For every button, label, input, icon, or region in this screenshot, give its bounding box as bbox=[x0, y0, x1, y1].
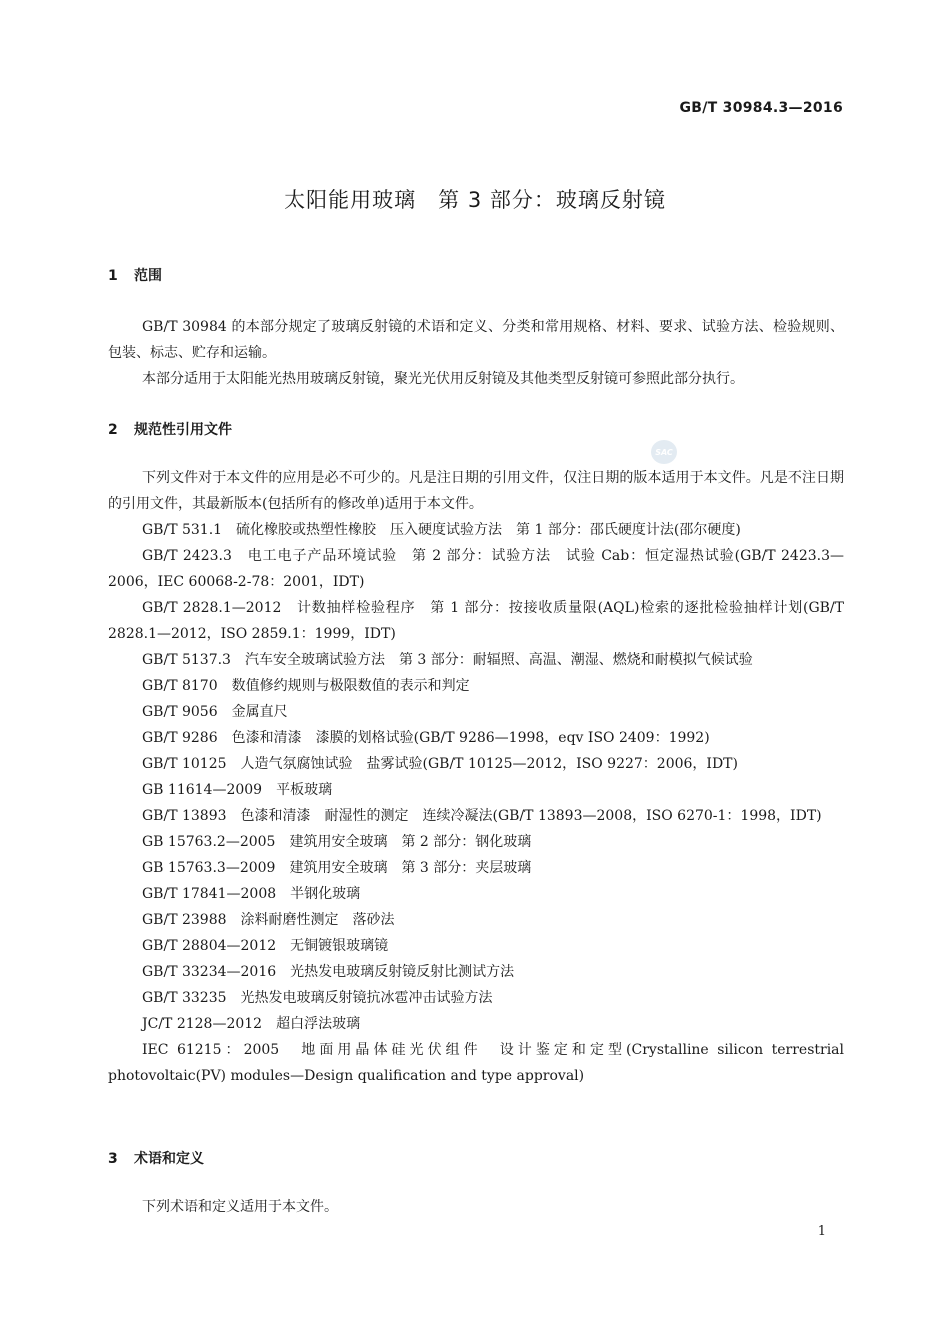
reference-item: GB/T 9056 金属直尺 bbox=[142, 704, 288, 720]
section-number: 1 bbox=[108, 268, 118, 284]
reference-item: GB/T 531.1 硫化橡胶或热塑性橡胶 压入硬度试验方法 第 1 部分：邵氏硬度计法(邵尔硬度) bbox=[142, 522, 741, 538]
reference-item: GB/T 8170 数值修约规则与极限数值的表示和判定 bbox=[142, 678, 470, 694]
reference-item: GB/T 17841—2008 半钢化玻璃 bbox=[142, 886, 361, 902]
section-number: 3 bbox=[108, 1151, 118, 1167]
terms-intro: 下列术语和定义适用于本文件。 bbox=[142, 1199, 338, 1215]
reference-item: GB/T 13893 色漆和清漆 耐湿性的测定 连续冷凝法(GB/T 13893—2008，ISO 6270-1：1998，IDT) bbox=[142, 808, 822, 824]
section-title: 规范性引用文件 bbox=[134, 422, 232, 438]
section-references-heading bbox=[108, 419, 232, 439]
reference-item: GB/T 2828.1—2012 计数抽样检验程序 第 1 部分：按接收质量限(AQL)检索的逐批检验抽样计划(GB/T 2828.1—2012，ISO 2859.1：1999，IDT) bbox=[108, 600, 849, 642]
reference-item: GB/T 23988 涂料耐磨性测定 落砂法 bbox=[142, 912, 395, 928]
reference-item: GB 15763.3—2009 建筑用安全玻璃 第 3 部分：夹层玻璃 bbox=[142, 860, 532, 876]
reference-item: GB/T 10125 人造气氛腐蚀试验 盐雾试验(GB/T 10125—2012，ISO 9227：2006，IDT) bbox=[142, 756, 738, 772]
reference-item: GB/T 9286 色漆和清漆 漆膜的划格试验(GB/T 9286—1998，eqv ISO 2409：1992) bbox=[142, 730, 710, 746]
section-title: 术语和定义 bbox=[134, 1151, 204, 1167]
section-title: 范围 bbox=[134, 268, 162, 284]
reference-item: GB 15763.2—2005 建筑用安全玻璃 第 2 部分：钢化玻璃 bbox=[142, 834, 532, 850]
sac-watermark-icon: SAC bbox=[651, 440, 677, 464]
reference-list bbox=[108, 517, 849, 1089]
standard-code: GB/T 30984.3—2016 bbox=[679, 100, 843, 116]
reference-item: GB/T 5137.3 汽车安全玻璃试验方法 第 3 部分：耐辐照、高温、潮湿、燃烧和耐模拟气候试验 bbox=[142, 652, 753, 668]
reference-item: GB/T 2423.3 电工电子产品环境试验 第 2 部分：试验方法 试验 Cab：恒定湿热试验(GB/T 2423.3—2006，IEC 60068-2-78：2001，IDT) bbox=[108, 548, 844, 590]
section-number: 2 bbox=[108, 422, 118, 438]
reference-item: GB/T 33235 光热发电玻璃反射镜抗冰雹冲击试验方法 bbox=[142, 990, 493, 1006]
section-terms-heading bbox=[108, 1148, 204, 1168]
reference-item: GB 11614—2009 平板玻璃 bbox=[142, 782, 333, 798]
references-intro: 下列文件对于本文件的应用是必不可少的。凡是注日期的引用文件，仅注日期的版本适用于本文件。凡是不注日期的引用文件，其最新版本(包括所有的修改单)适用于本文件。 bbox=[108, 470, 844, 512]
document-title: 太阳能用玻璃 第 3 部分：玻璃反射镜 bbox=[284, 188, 666, 212]
reference-item: IEC 61215：2005 地面用晶体硅光伏组件 设计鉴定和定型(Crystalline silicon terrestrial photovoltaic(PV) modules—Design qualification and type approval) bbox=[108, 1042, 849, 1084]
scope-paragraph-2: 本部分适用于太阳能光热用玻璃反射镜，聚光光伏用反射镜及其他类型反射镜可参照此部分执行。 bbox=[142, 371, 744, 387]
scope-paragraph-1: GB/T 30984 的本部分规定了玻璃反射镜的术语和定义、分类和常用规格、材料、要求、试验方法、检验规则、包装、标志、贮存和运输。 bbox=[108, 319, 844, 361]
reference-item: GB/T 33234—2016 光热发电玻璃反射镜反射比测试方法 bbox=[142, 964, 515, 980]
section-scope-heading bbox=[108, 265, 162, 285]
reference-item: GB/T 28804—2012 无铜镀银玻璃镜 bbox=[142, 938, 389, 954]
page-number: 1 bbox=[817, 1224, 826, 1239]
reference-item: JC/T 2128—2012 超白浮法玻璃 bbox=[142, 1016, 361, 1032]
